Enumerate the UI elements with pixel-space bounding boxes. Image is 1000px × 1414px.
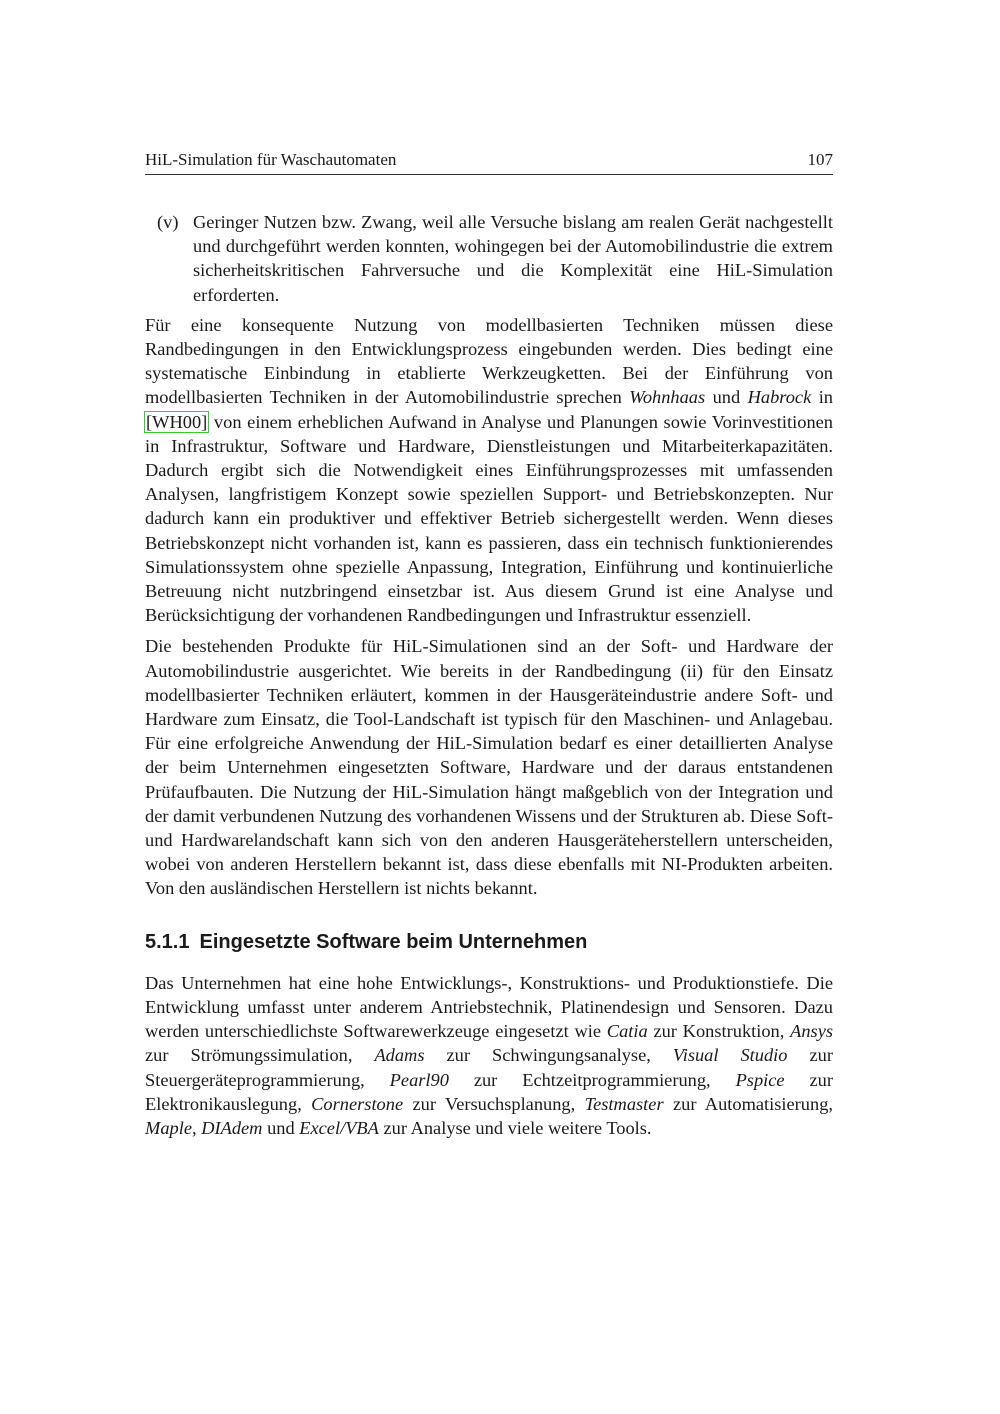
body-content [145, 210, 833, 1147]
para1-text-b: von einem erheblichen Aufwand in Analyse und Planungen sowie Vorinvestitionen in Infrastruktur, Software und Hardware, Dienstleistungen und Mitarbeiterkapazitäten. Dadurch ergibt sich die Notwendigkeit eines Einführungsprozesses mit umfassenden Analysen, langfristigem Konzept sowie speziellen Support- und Betriebskonzepten. Nur dadurch kann ein produktiver und effektiver Betrieb sichergestellt werden. Wenn dieses Betriebskonzept nicht vorhanden ist, kann es passieren, dass ein technisch funktionierendes Simulationssystem ohne spezielle Anpassung, Integration, Einführung und kontinuierliche Betreuung nicht nutzbringend einsetzbar ist. Aus diesem Grund ist eine Analyse und Berücksichtigung der vorhandenen Randbedingungen und Infrastruktur essenziell. [145, 411, 833, 626]
tool-adams: Adams [374, 1045, 425, 1066]
para1-and: und [705, 387, 748, 408]
author-wohnhaas: Wohnhaas [629, 387, 706, 408]
para1-text-a: Für eine konsequente Nutzung von modellbasierten Techniken müssen diese Randbedingungen in den Entwicklungsprozess eingebunden werden. Dies bedingt eine systematische Einbindung in etablierte Werkzeugketten. Bei der Einführung von modellbasierten Techniken in der Automobilindustrie sprechen [145, 314, 833, 408]
author-habrock: Habrock [747, 387, 812, 408]
para3-text: Das Unternehmen hat eine hohe Entwicklungs-, Konstruktions- und Produktionstiefe. Die Entwicklung umfasst unter anderem Antriebstechnik, Platinendesign und Sensoren. Dazu werden unterschiedlichste Softwarewerkzeuge eingesetzt wie [145, 972, 833, 1042]
tool-pearl90: Pearl90 [389, 1069, 449, 1090]
para3-text: zur Strömungssimulation, [145, 1045, 375, 1066]
tool-pspice: Pspice [735, 1069, 785, 1090]
para3-text: und [262, 1117, 300, 1138]
tool-visual-studio: Visual Studio [672, 1045, 788, 1066]
tool-catia: Catia [606, 1021, 648, 1042]
list-item-text: Geringer Nutzen bzw. Zwang, weil alle Versuche bislang am realen Gerät nachgestellt und durchgeführt werden konnten, wohingegen bei der Automobilindustrie die extrem sicherheitskritischen Fahrversuche und die Komplexität eine HiL-Simulation erforderten. [193, 212, 833, 305]
para3-text: zur Elektronikauslegung, [145, 1069, 833, 1114]
tool-maple: Maple [145, 1117, 192, 1138]
section-number: 5.1.1 [145, 930, 190, 953]
citation-link[interactable]: [WH00] [146, 411, 208, 432]
page-number: 107 [807, 150, 833, 169]
para3-text: zur Versuchsplanung, [403, 1093, 585, 1114]
paragraph-1 [145, 313, 833, 628]
header-title: HiL-Simulation für Waschautomaten [145, 150, 397, 169]
para3-text: , [191, 1117, 202, 1138]
paragraph-3 [145, 971, 833, 1140]
para3-text: zur Echtzeitprogrammierung, [448, 1069, 736, 1090]
para3-text: zur Steuergeräteprogrammierung, [145, 1045, 833, 1090]
tool-diadem: DIAdem [201, 1117, 263, 1138]
para3-text: zur Automatisierung, [663, 1093, 833, 1114]
para3-text: zur Schwingungsanalyse, [424, 1045, 673, 1066]
tool-excel-vba: Excel/VBA [299, 1117, 379, 1138]
para3-text: zur Konstruktion, [647, 1021, 791, 1042]
paragraph-2: Die bestehenden Produkte für HiL-Simulationen sind an der Soft- und Hardware der Automobilindustrie ausgerichtet. Wie bereits in der Randbedingung (ii) für den Einsatz modellbasierter Techniken erläutert, kommen in der Hausgeräteindustrie andere Soft- und Hardware zum Einsatz, die Tool-Landschaft ist typisch für den Maschinen- und Anlagebau. Für eine erfolgreiche Anwendung der HiL-Simulation bedarf es einer detaillierten Analyse der beim Unternehmen eingesetzten Software, Hardware und der daraus entstandenen Prüfaufbauten. Die Nutzung der HiL-Simulation hängt maßgeblich von der Integration und der damit verbundenen Nutzung des vorhandenen Wissens und der Strukturen ab. Diese Soft- und Hardwarelandschaft kann sich von den anderen Hausgeräteherstellern unterscheiden, wobei von anderen Herstellern bekannt ist, dass diese ebenfalls mit NI-Produkten arbeiten. Von den ausländischen Herstellern ist nichts bekannt. [145, 636, 833, 899]
para1-in: in [811, 387, 833, 408]
running-header [145, 150, 833, 175]
section-heading [145, 929, 833, 955]
tool-testmaster: Testmaster [584, 1093, 664, 1114]
list-marker: (v) [157, 212, 179, 232]
para3-text: zur Analyse und viele weitere Tools. [378, 1117, 652, 1138]
list-item-v [145, 210, 833, 307]
section-title: Eingesetzte Software beim Unternehmen [199, 930, 588, 953]
tool-cornerstone: Cornerstone [311, 1093, 404, 1114]
tool-ansys: Ansys [790, 1021, 834, 1042]
